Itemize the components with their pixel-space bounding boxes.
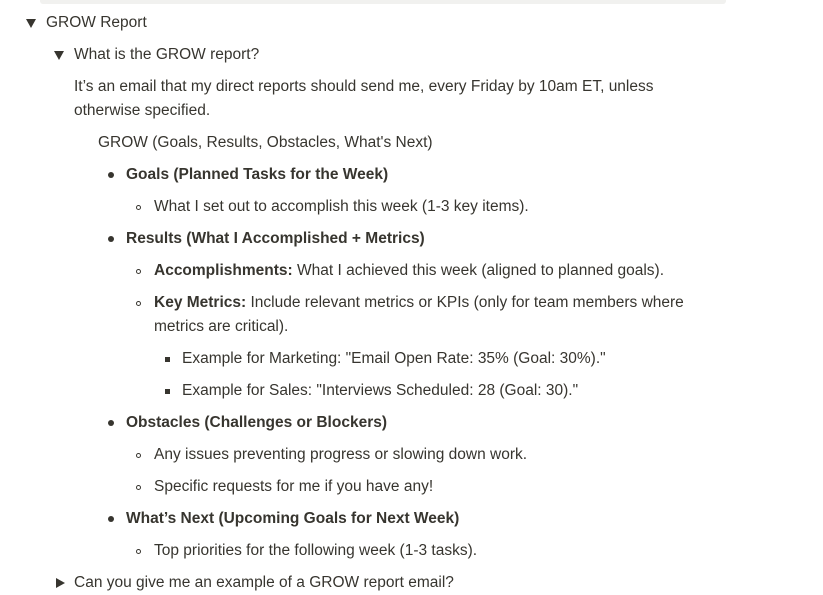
- bullet-circle-icon: [136, 453, 141, 458]
- bullet-disc-icon: [108, 236, 114, 242]
- obstacles-title: Obstacles (Challenges or Blockers): [126, 414, 388, 431]
- example-marketing: Example for Marketing: "Email Open Rate: 35% (Goal: 30%).": [182, 350, 606, 367]
- bullet-circle-icon: [136, 485, 141, 490]
- toggle-what-is-label[interactable]: What is the GROW report?: [74, 46, 260, 63]
- results-metrics-line-1: [154, 291, 684, 315]
- results-title: Results (What I Accomplished + Metrics): [126, 230, 425, 247]
- whats-next-title: What’s Next (Upcoming Goals for Next Week): [126, 510, 460, 527]
- bullet-circle-icon: [136, 205, 141, 210]
- goals-item: What I set out to accomplish this week (1-3 key items).: [154, 198, 529, 215]
- accomplishments-label: Accomplishments:: [154, 262, 293, 279]
- toggle-triangle-right-icon[interactable]: [53, 577, 67, 591]
- bullet-square-icon: [165, 389, 170, 394]
- results-metrics-line-2: metrics are critical).: [154, 318, 289, 335]
- toggle-triangle-down-icon[interactable]: [52, 48, 66, 62]
- toggle-triangle-down-icon[interactable]: [24, 16, 38, 30]
- bullet-circle-icon: [136, 301, 141, 306]
- bullet-disc-icon: [108, 172, 114, 178]
- intro-line-1: It’s an email that my direct reports should send me, every Friday by 10am ET, unless: [74, 78, 654, 95]
- grow-heading: GROW (Goals, Results, Obstacles, What's Next): [98, 134, 433, 151]
- metrics-label: Key Metrics:: [154, 294, 247, 311]
- whats-next-item: Top priorities for the following week (1-3 tasks).: [154, 542, 478, 559]
- obstacles-item-2: Specific requests for me if you have any!: [154, 478, 434, 495]
- intro-line-2: otherwise specified.: [74, 102, 211, 119]
- obstacles-item-1: Any issues preventing progress or slowing down work.: [154, 446, 528, 463]
- results-accomplishments: [154, 259, 664, 283]
- bullet-circle-icon: [136, 269, 141, 274]
- accomplishments-text: What I achieved this week (aligned to planned goals).: [292, 262, 665, 279]
- previous-block-edge: [40, 0, 726, 4]
- bullet-circle-icon: [136, 549, 141, 554]
- goals-title: Goals (Planned Tasks for the Week): [126, 166, 389, 183]
- bullet-disc-icon: [108, 516, 114, 522]
- example-sales: Example for Sales: "Interviews Scheduled: 28 (Goal: 30).": [182, 382, 579, 399]
- metrics-text: Include relevant metrics or KPIs (only for team members where: [246, 294, 684, 311]
- toggle-grow-report-label[interactable]: GROW Report: [46, 14, 147, 31]
- bullet-square-icon: [165, 357, 170, 362]
- toggle-example-label[interactable]: Can you give me an example of a GROW report email?: [74, 574, 454, 591]
- bullet-disc-icon: [108, 420, 114, 426]
